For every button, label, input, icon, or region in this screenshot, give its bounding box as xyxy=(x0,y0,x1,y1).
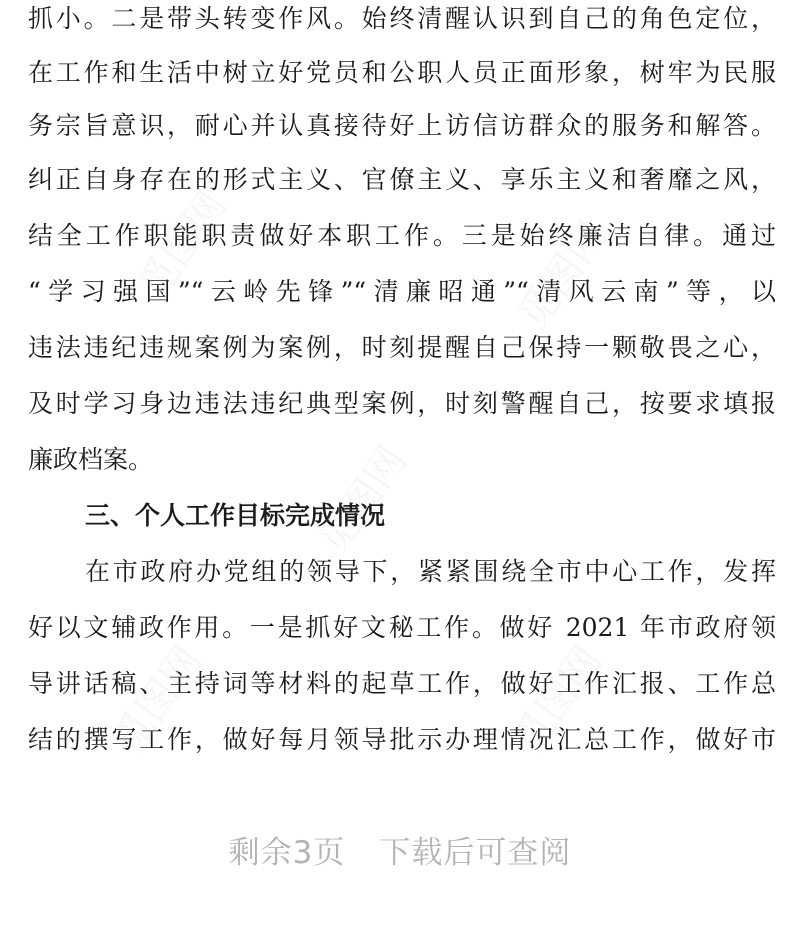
remaining-pages-banner[interactable] xyxy=(0,825,800,881)
text-line-9: 廉政档案。 xyxy=(28,445,154,474)
text-line-3: 务宗旨意识，耐心并认真接待好上访信访群众的服务和解答。 xyxy=(28,111,776,140)
watermark-5: 觅图网 xyxy=(504,638,612,763)
watermark-3: 觅图网 xyxy=(309,438,417,563)
watermark-2: 觅图网 xyxy=(509,213,617,338)
section-line-2: 好以文辅政作用。一是抓好文秘工作。做好 2021 年市政府领 xyxy=(28,613,776,642)
watermark-4: 觅图网 xyxy=(104,638,212,763)
section-line-1: 在市政府办党组的领导下，紧紧围绕全市中心工作，发挥 xyxy=(85,557,776,586)
text-line-6: “学习强国”“云岭先锋”“清廉昭通”“清风云南”等，以 xyxy=(28,277,776,306)
text-line-8: 及时学习身边违法违纪典型案例，时刻警醒自己，按要求填报 xyxy=(28,389,776,418)
text-line-5: 结全工作职能职责做好本职工作。三是始终廉洁自律。通过 xyxy=(28,221,776,250)
section-line-3: 导讲话稿、主持词等材料的起草工作，做好工作汇报、工作总 xyxy=(28,669,776,698)
text-line-7: 违法违纪违规案例为案例，时刻提醒自己保持一颗敬畏之心， xyxy=(28,333,776,362)
watermark-1: 觅图网 xyxy=(129,183,237,308)
section-line-4: 结的撰写工作，做好每月领导批示办理情况汇总工作，做好市 xyxy=(28,725,776,754)
text-line-4: 纠正自身存在的形式主义、官僚主义、享乐主义和奢靡之风， xyxy=(28,165,776,194)
text-line-2: 在工作和生活中树立好党员和公职人员正面形象，树牢为民服 xyxy=(28,58,776,87)
download-hint-label: 下载后可查阅 xyxy=(379,835,572,871)
remaining-pages-label: 剩余3页 xyxy=(228,835,346,871)
section-heading: 三、个人工作目标完成情况 xyxy=(85,501,386,530)
text-line-1: 抓小。二是带头转变作风。始终清醒认识到自己的角色定位， xyxy=(28,4,776,33)
